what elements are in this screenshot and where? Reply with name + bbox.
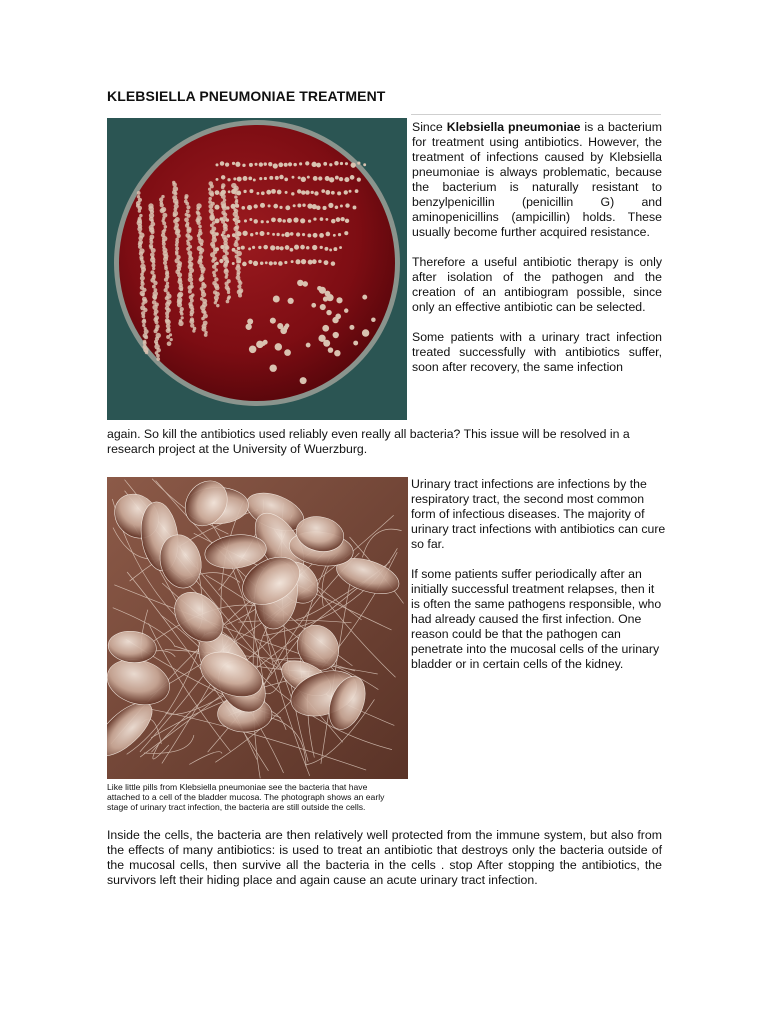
petri-dish-image	[107, 118, 407, 420]
pathogen-paragraph: If some patients suffer periodically after an initially successful treatment relapses, then it is often the same pathogens responsible, who had already caused the first infection. One reason could be that the pathogen can penetrate into the mucosal cells of the urinary bladder or in certain cells of the kidney.	[411, 567, 662, 671]
conclusion-paragraph: Inside the cells, the bacteria are then relatively well protected from the immune system, but also from the effects of many antibiotics: is used to treat an antibiotic that destroys only the bacteria outside of the mucosal cells, then survive all the bacteria in the cells . stop After stopping the antibiotics, the survivors left their hiding place and again cause an acute urinary tract infection.	[107, 828, 662, 887]
image-caption: Like little pills from Klebsiella pneumoniae see the bacteria that have attached to a cell of the bladder mucosa. The photograph shows an early stage of urinary tract infection, the bacteria are still outside the cells.	[107, 782, 385, 812]
text-column-top	[412, 120, 662, 375]
petri-dish-graphic	[107, 118, 407, 420]
intro-since: Since	[412, 120, 443, 134]
relapse-paragraph-end: again. So kill the antibiotics used reliably even really all bacteria? This issue will be resolved in a research project at the University of Wuerzburg.	[107, 427, 630, 456]
intro-rest: is a bacterium for treatment using antibiotics. However, the treatment of infections caused by Klebsiella pneumoniae is always problematic, because the bacterium is naturally resistant to benzylpenicillin (penicillin G) and aminopenicillins (ampicillin) holds. These usually become further acquired resistance.	[412, 120, 662, 239]
page-title: KLEBSIELLA PNEUMONIAE TREATMENT	[107, 88, 386, 104]
text-column-middle	[411, 477, 666, 672]
bacteria-micrograph-image	[107, 477, 408, 779]
intro-paragraph	[412, 120, 662, 240]
bacterium-name: Klebsiella pneumoniae	[446, 120, 581, 134]
therapy-paragraph: Therefore a useful antibiotic therapy is only after isolation of the pathogen and the creation of an antibiogram possible, since only an effective antibiotic can be selected.	[412, 255, 662, 314]
divider	[411, 114, 661, 115]
relapse-paragraph-start: Some patients with a urinary tract infection treated successfully with antibiotics suffer, soon after recovery, the same infection	[412, 330, 662, 374]
micrograph-graphic	[107, 477, 408, 779]
infection-paragraph: Urinary tract infections are infections by the respiratory tract, the second most common form of infectious diseases. The majority of urinary tract infections with antibiotics can cure so far.	[411, 477, 666, 551]
